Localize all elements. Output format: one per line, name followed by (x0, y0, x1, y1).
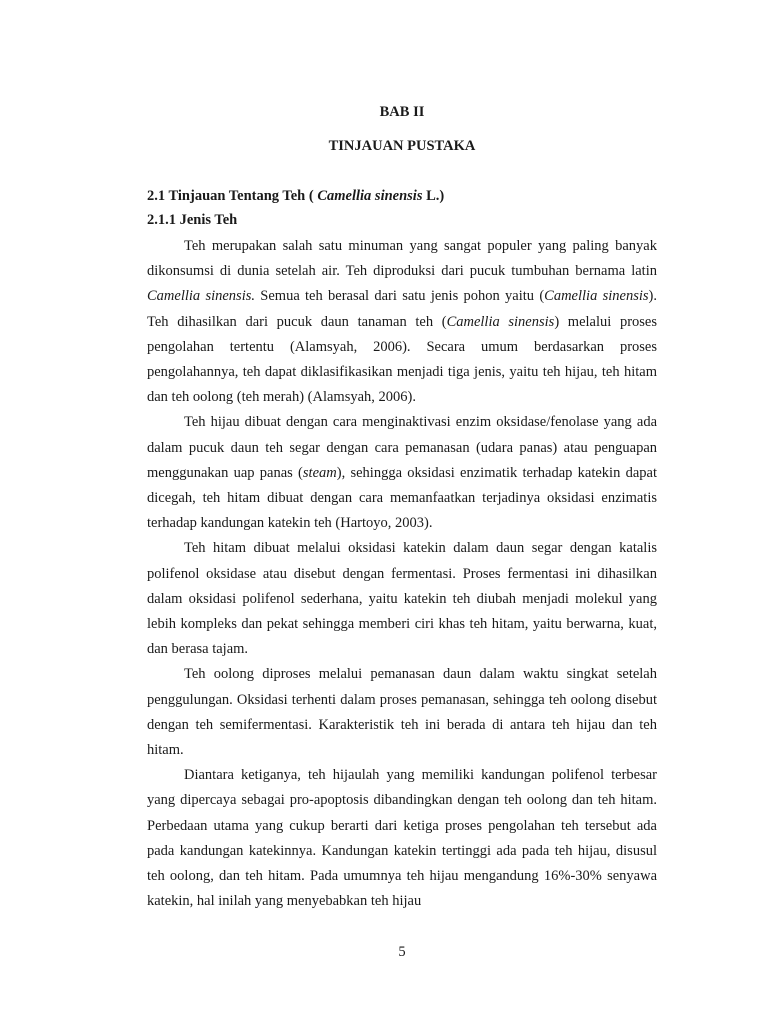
paragraph-2 (147, 410, 657, 536)
document-page (147, 0, 657, 1024)
page-number: 5 (398, 944, 406, 960)
paragraph-1-text-g: ) melalui proses pengolahan tertentu (Alamsyah, 2006). Secara umum berdasarkan proses pengolahannya, teh dapat diklasifikasikan menjadi tiga jenis, yaitu teh hijau, teh hitam dan teh oolong (teh merah) (Alamsyah, 2006). (147, 313, 657, 406)
paragraph-1-text-e: ). Teh dihasilkan dari pucuk daun tanaman teh ( (147, 288, 657, 330)
paragraph-1-text-c: Semua teh berasal dari satu jenis pohon yaitu ( (255, 288, 545, 305)
paragraph-1-italic-b: Camellia sinensis. (147, 288, 255, 305)
paragraph-4: Teh oolong diproses melalui pemanasan daun dalam waktu singkat setelah penggulungan. Oksidasi terhenti dalam proses pemanasan, sehingga teh oolong disebut dengan teh semifermentasi. Karakteristik teh ini berada di antara teh hijau dan teh hitam. (147, 666, 657, 759)
section-heading-2-1 (147, 188, 444, 205)
section-heading-species: Camellia sinensis (317, 188, 423, 204)
chapter-title: TINJAUAN PUSTAKA (328, 138, 476, 154)
paragraph-3: Teh hitam dibuat melalui oksidasi katekin dalam daun segar dengan katalis polifenol oksidase atau disebut dengan fermentasi. Proses fermentasi ini dihasilkan dalam oksidasi polifenol sederhana, yaitu katekin teh diubah menjadi molekul yang lebih kompleks dan pekat sehingga memberi ciri khas teh hitam, yaitu berwarna, kuat, dan berasa tajam. (147, 540, 657, 658)
paragraph-1-text-a: Teh merupakan salah satu minuman yang sangat populer yang paling banyak dikonsumsi di dunia setelah air. Teh diproduksi dari pucuk tumbuhan bernama latin (147, 238, 657, 280)
paragraph-1-italic-f: Camellia sinensis (446, 313, 555, 330)
paragraph-1 (147, 234, 657, 410)
paragraph-1-italic-d: Camellia sinensis (544, 288, 649, 305)
section-heading-prefix: 2.1 Tinjauan Tentang Teh ( (147, 188, 318, 204)
section-heading-suffix: L.) (422, 188, 445, 204)
paragraph-5: Diantara ketiganya, teh hijaulah yang memiliki kandungan polifenol terbesar yang dipercaya sebagai pro-apoptosis dibandingkan dengan teh oolong dan teh hitam. Perbedaan utama yang cukup berarti dari ketiga proses pengolahan teh tersebut ada pada kandungan katekinnya. Kandungan katekin tertinggi ada pada teh hijau, disusul teh oolong, dan teh hitam. Pada umumnya teh hijau mengandung 16%-30% senyawa katekin, hal inilah yang menyebabkan teh hijau (147, 767, 657, 910)
paragraph-2-text-c: ), sehingga oksidasi enzimatik terhadap katekin dapat dicegah, teh hitam dibuat dengan cara memanfaatkan terjadinya oksidasi enzimatis terhadap kandungan katekin teh (Hartoyo, 2003). (147, 464, 657, 532)
chapter-number: BAB II (379, 104, 425, 120)
body-text (147, 234, 657, 914)
section-heading-2-1-1: 2.1.1 Jenis Teh (147, 212, 238, 228)
paragraph-2-text-a: Teh hijau dibuat dengan cara menginaktivasi enzim oksidase/fenolase yang ada dalam pucuk daun teh segar dengan cara pemanasan (udara panas) atau penguapan menggunakan uap panas ( (147, 414, 657, 481)
paragraph-2-italic-b: steam (302, 464, 337, 481)
